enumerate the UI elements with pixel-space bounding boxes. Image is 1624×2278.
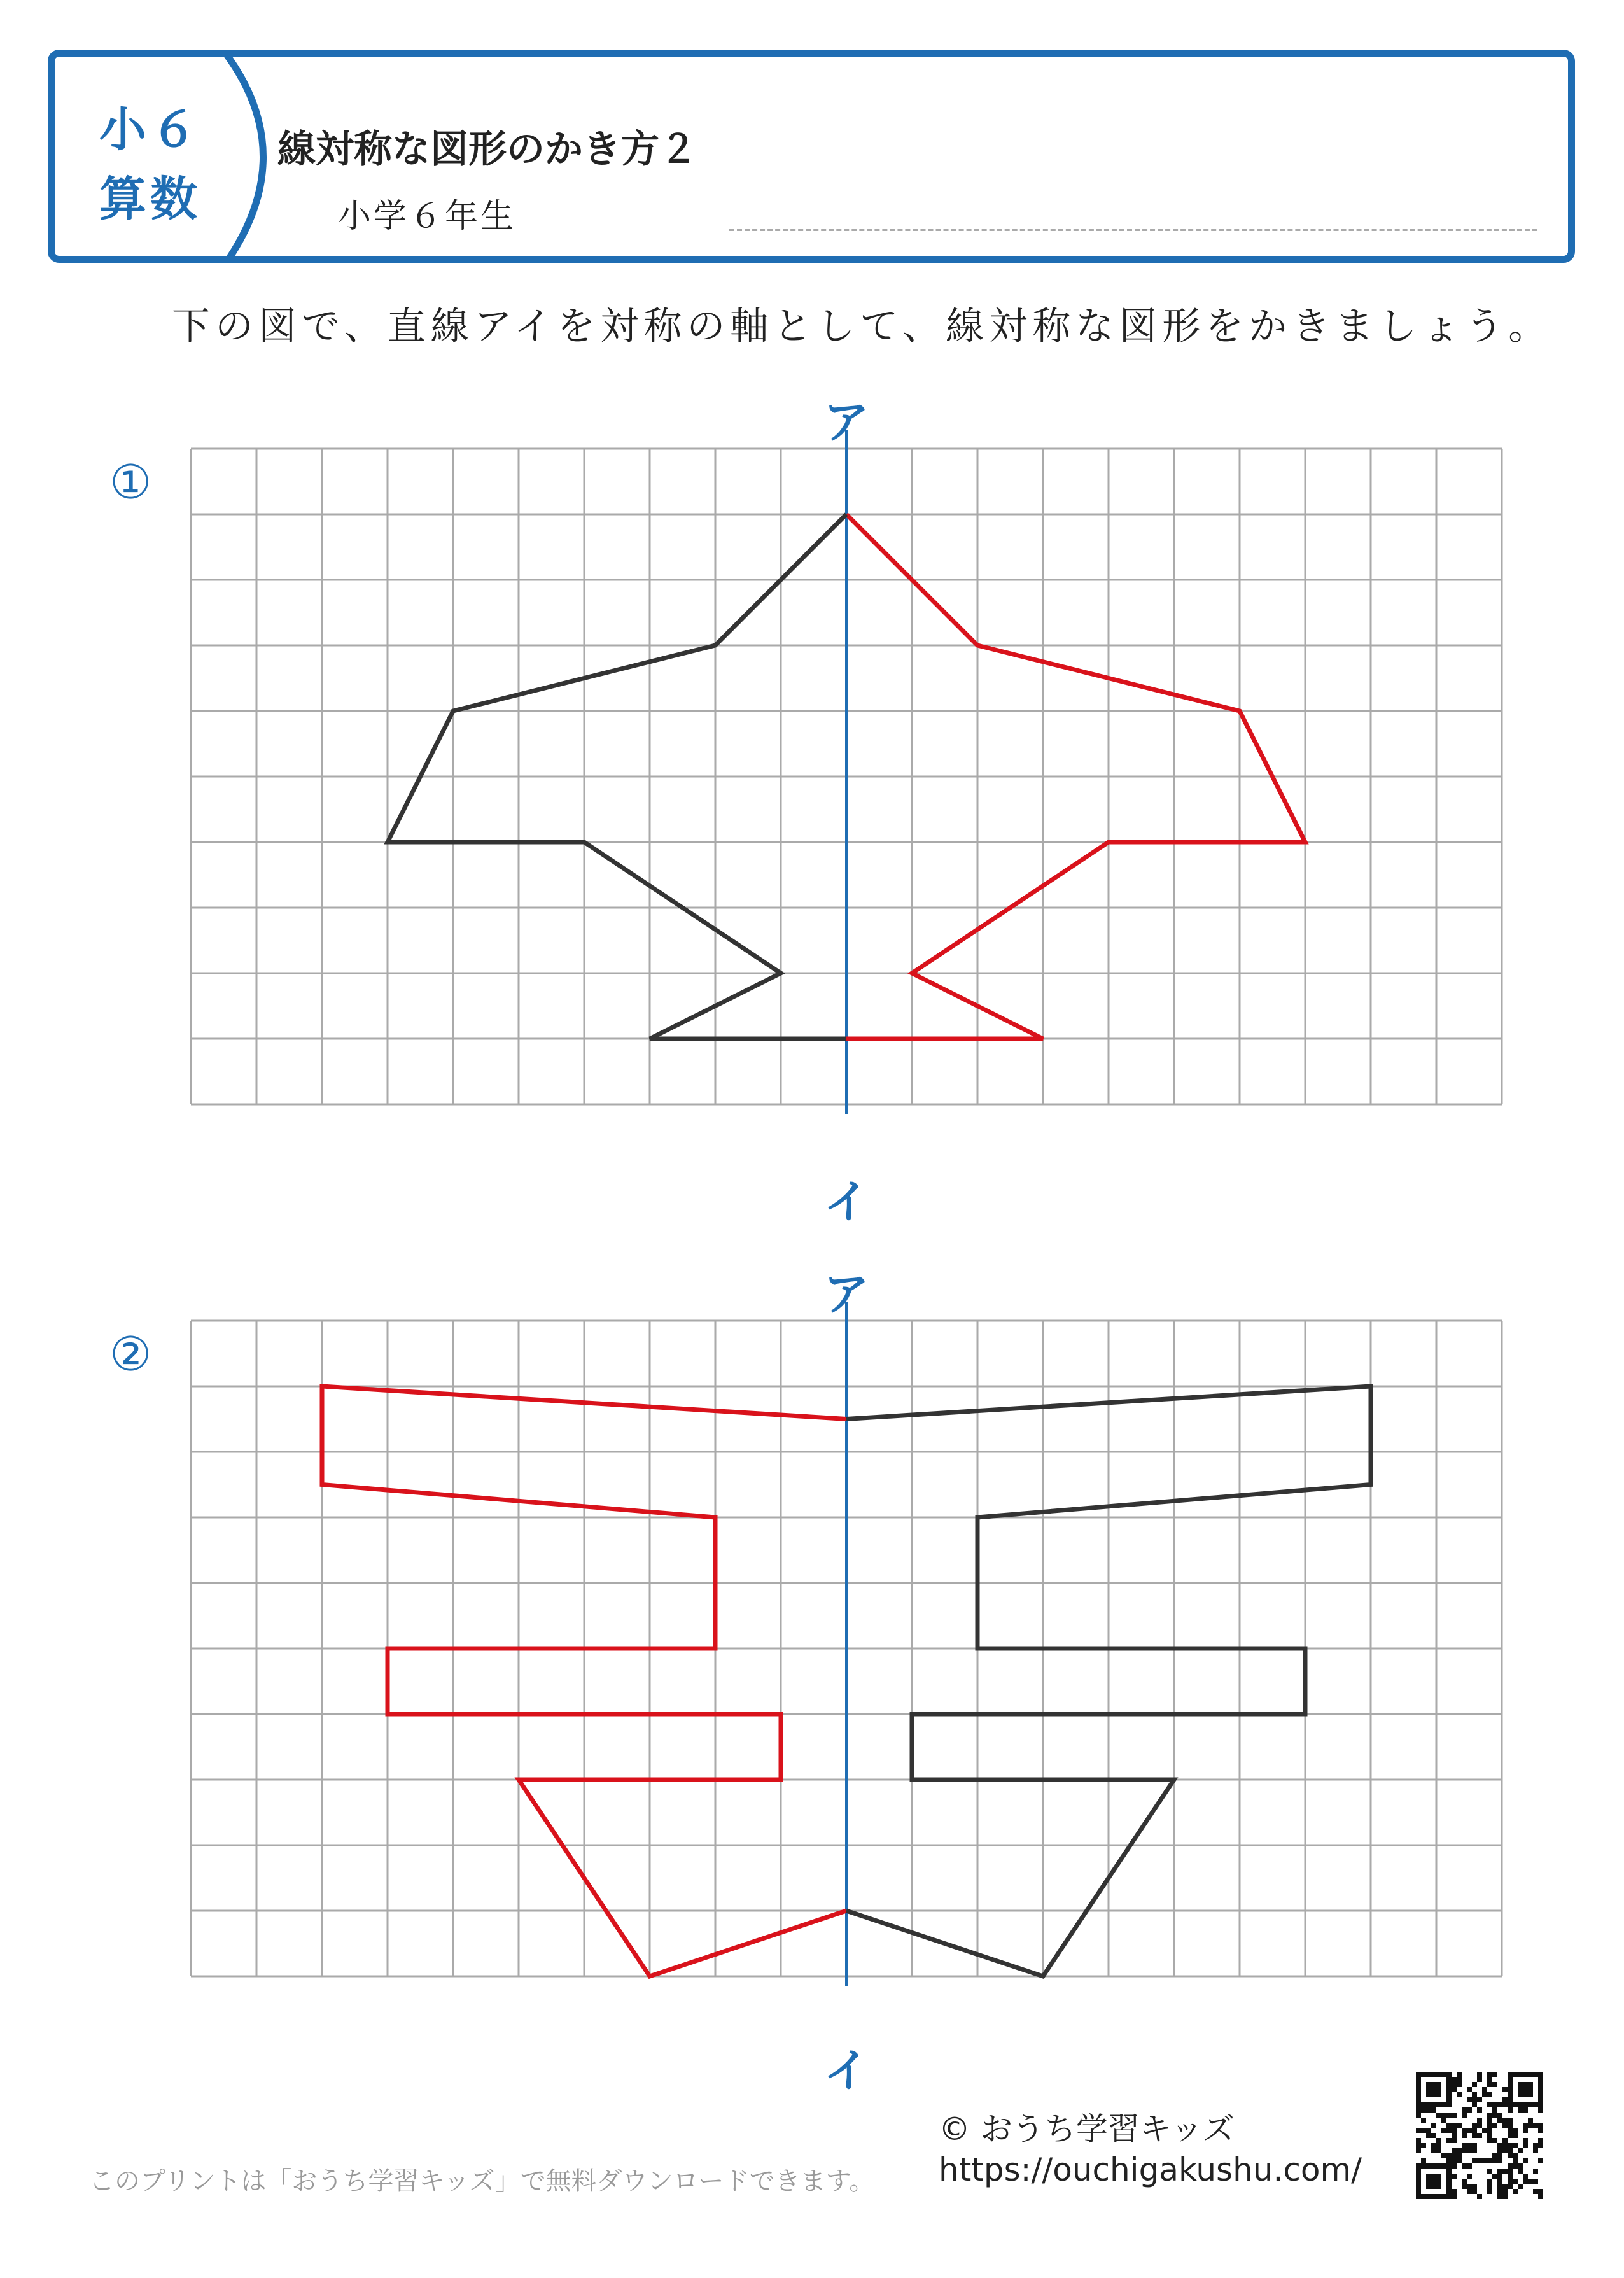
footer-copyright: © おうち学習キッズ xyxy=(939,2111,1235,2148)
problem-2-axis-bottom-label: イ xyxy=(823,2044,869,2097)
footer-note: このプリントは「おうち学習キッズ」で無料ダウンロードできます。 xyxy=(89,2167,875,2196)
problem-2-grid[interactable] xyxy=(191,1321,1502,2043)
qr-code-icon xyxy=(1416,2072,1543,2199)
problem-1-axis-bottom-label: イ xyxy=(823,1175,869,1228)
problem-1-axis-top-label: ア xyxy=(823,395,869,449)
problem-1-number: ① xyxy=(109,455,152,510)
worksheet-subtitle: 小学６年生 xyxy=(338,197,517,236)
footer-url-link[interactable]: https://ouchigakushu.com/ xyxy=(939,2151,1362,2188)
grade-badge: 小６ xyxy=(99,102,201,157)
subject-badge: 算数 xyxy=(99,172,201,227)
problem-2-number: ② xyxy=(109,1327,152,1382)
worksheet-header xyxy=(48,50,1575,263)
problem-1-grid[interactable] xyxy=(191,449,1502,1171)
worksheet-title: 線対称な図形のかき方２ xyxy=(277,127,697,172)
name-write-line[interactable] xyxy=(729,229,1537,231)
problem-2-axis-top-label: ア xyxy=(823,1267,869,1321)
instruction-text: 下の図で、直線アイを対称の軸として、線対称な図形をかきましょう。 xyxy=(172,304,1552,349)
